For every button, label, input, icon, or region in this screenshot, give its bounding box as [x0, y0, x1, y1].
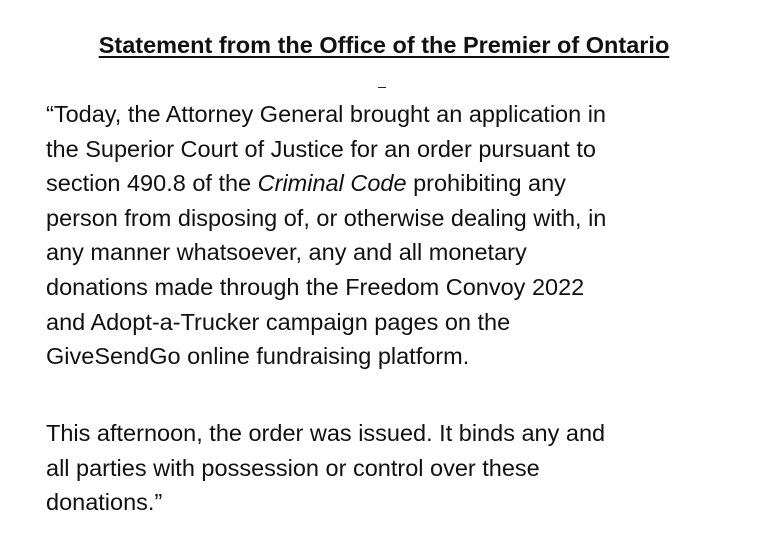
paragraph-line: all parties with possession or control over these	[46, 454, 540, 481]
paragraph-line	[46, 166, 746, 201]
paragraph-line: “Today, the Attorney General brought an application in	[46, 101, 607, 127]
paragraph-line: any manner whatsoever, any and all monetary	[46, 239, 527, 266]
paragraph-line: person from disposing of, or otherwise dealing with, in	[46, 204, 607, 231]
paragraph-text: prohibiting any	[406, 170, 566, 197]
statement-title: Statement from the Office of the Premier of Ontario	[98, 32, 670, 58]
paragraph-line: the Superior Court of Justice for an order pursuant to	[46, 135, 596, 162]
criminal-code-reference: Criminal Code	[257, 170, 407, 197]
statement-paragraph-1	[46, 97, 746, 374]
statement-paragraph-2	[46, 416, 746, 520]
paragraph-text: section 490.8 of the	[46, 170, 258, 197]
paragraph-line: This afternoon, the order was issued. It binds any and	[46, 420, 606, 446]
separator-mark	[378, 87, 386, 88]
paragraph-line: donations made through the Freedom Convoy 2022	[46, 273, 585, 300]
paragraph-line: and Adopt-a-Trucker campaign pages on the	[46, 308, 511, 335]
paragraph-line: GiveSendGo online fundraising platform.	[46, 343, 470, 370]
paragraph-line: donations.”	[46, 489, 163, 516]
